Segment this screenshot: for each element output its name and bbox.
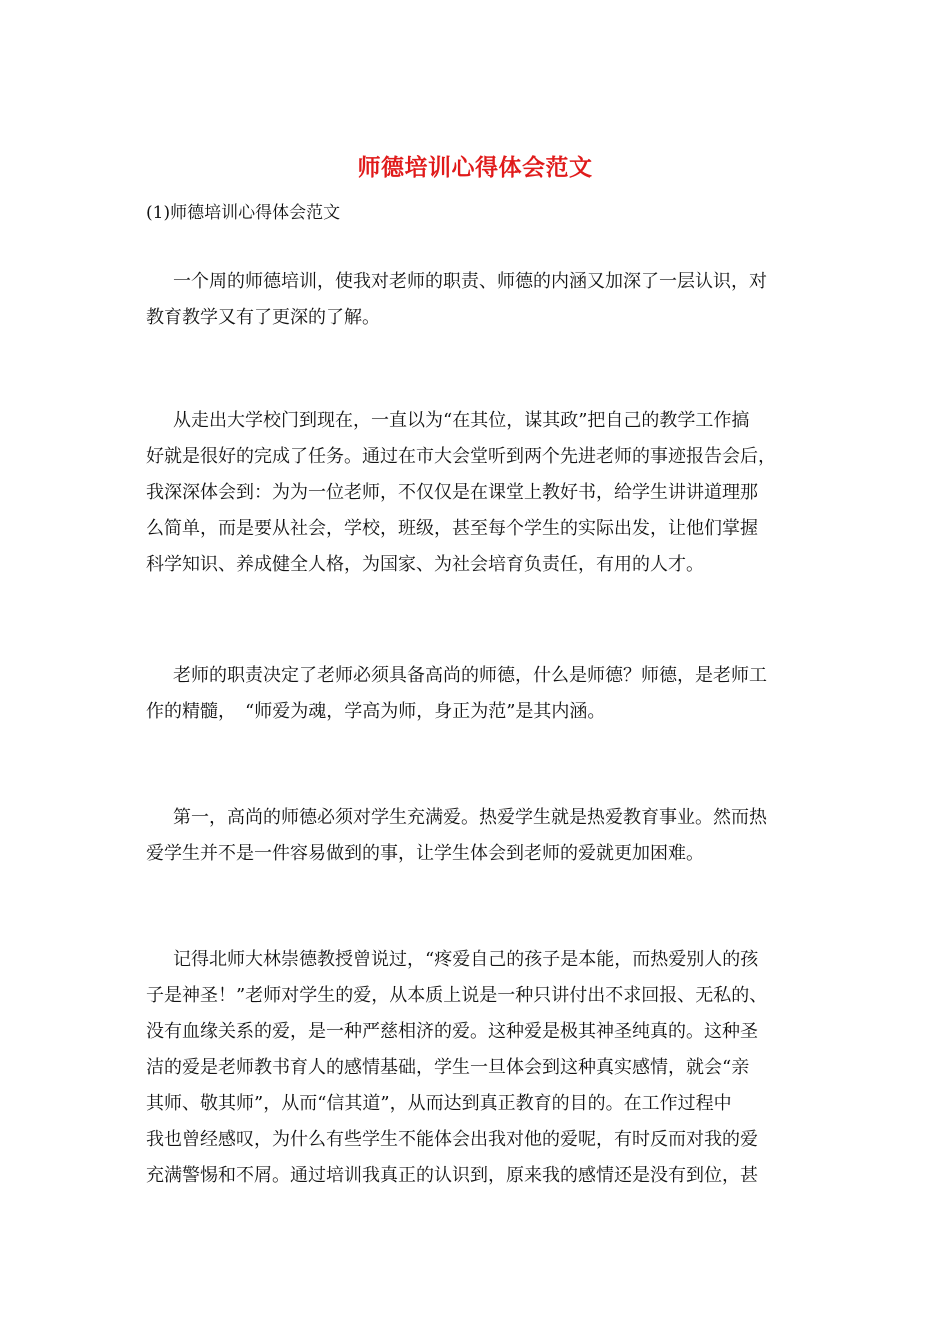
paragraph-line: 第一，高尚的师德必须对学生充满爱。热爱学生就是热爱教育事业。然而热 [173,807,767,828]
document-subtitle: (1)师德培训心得体会范文 [146,203,341,223]
paragraph-line: 记得北师大林崇德教授曾说过，“疼爱自己的孩子是本能，而热爱别人的孩 [173,949,759,970]
paragraph-line: 作的精髓， “师爱为魂，学高为师，身正为范”是其内涵。 [146,701,606,722]
paragraph-3 [146,658,806,730]
paragraph-line: 科学知识、养成健全人格，为国家、为社会培育负责任，有用的人才。 [146,554,704,575]
paragraph-line: 我深深体会到：为为一位老师，不仅仅是在课堂上教好书，给学生讲讲道理那 [146,482,758,503]
paragraph-line: 教育教学又有了更深的了解。 [146,307,380,328]
document-title: 师德培训心得体会范文 [357,154,593,181]
paragraph-line: 好就是很好的完成了任务。通过在市大会堂听到两个先进老师的事迹报告会后， [146,446,776,467]
paragraph-line: 子是神圣！”老师对学生的爱，从本质上说是一种只讲付出不求回报、无私的、 [146,985,768,1006]
paragraph-line: 么简单，而是要从社会，学校，班级，甚至每个学生的实际出发，让他们掌握 [146,518,758,539]
paragraph-2 [146,403,806,583]
paragraph-line: 一个周的师德培训，使我对老师的职责、师德的内涵又加深了一层认识，对 [173,271,767,292]
paragraph-line: 从走出大学校门到现在，一直以为“在其位，谋其政”把自己的教学工作搞 [173,410,750,431]
paragraph-line: 爱学生并不是一件容易做到的事，让学生体会到老师的爱就更加困难。 [146,843,704,864]
paragraph-line: 没有血缘关系的爱，是一种严慈相济的爱。这种爱是极其神圣纯真的。这种圣 [146,1021,758,1042]
paragraph-line: 其师、敬其师”，从而“信其道”，从而达到真正教育的目的。在工作过程中 [146,1093,732,1114]
paragraph-line: 老师的职责决定了老师必须具备高尚的师德，什么是师德？师德，是老师工 [173,665,767,686]
paragraph-5 [146,942,806,1194]
paragraph-line: 洁的爱是老师教书育人的感情基础，学生一旦体会到这种真实感情，就会“亲 [146,1057,750,1078]
paragraph-line: 充满警惕和不屑。通过培训我真正的认识到，原来我的感情还是没有到位，甚 [146,1165,758,1186]
paragraph-1 [146,264,806,336]
paragraph-4 [146,800,806,872]
paragraph-line: 我也曾经感叹，为什么有些学生不能体会出我对他的爱呢，有时反而对我的爱 [146,1129,758,1150]
